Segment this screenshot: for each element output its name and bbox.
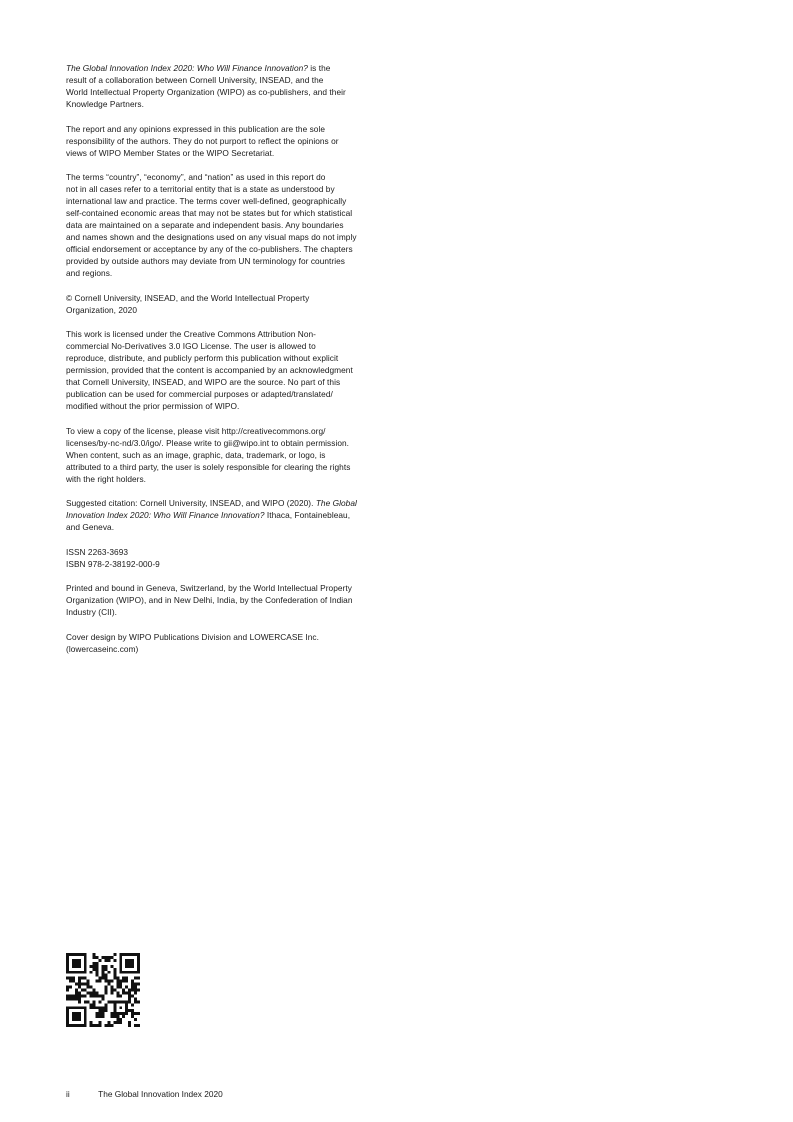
imprint-paragraph (66, 123, 384, 159)
running-title: The Global Innovation Index 2020 (98, 1089, 223, 1099)
imprint-paragraph (66, 497, 384, 533)
text-line (66, 292, 384, 304)
text-segment: not in all cases refer to a territorial entity that is a state as understood by (66, 184, 335, 194)
text-line (66, 521, 384, 533)
text-segment: ISBN 978-2-38192-000-9 (66, 558, 160, 569)
text-segment: international law and practice. The terms cover well-defined, geographically (66, 196, 347, 206)
text-segment: modified without the prior permission of WIPO. (66, 401, 240, 411)
text-line (66, 231, 384, 243)
text-line (66, 425, 384, 437)
text-line (66, 594, 384, 606)
text-line (66, 123, 384, 135)
text-segment: © Cornell University, INSEAD, and the World Intellectual Property (66, 292, 310, 303)
italic-title-text: The Global Innovation Index 2020: Who Will Finance Innovation? (66, 63, 308, 73)
text-line (66, 304, 384, 316)
text-line (66, 643, 384, 655)
text-line (66, 400, 384, 412)
text-segment: World Intellectual Property Organization (WIPO) as co-publishers, and their (66, 87, 346, 97)
text-segment: Ithaca, Fontainebleau, (264, 510, 351, 520)
text-line (66, 509, 384, 521)
imprint-paragraph (66, 425, 384, 485)
text-line (66, 437, 384, 449)
imprint-paragraph (66, 328, 384, 412)
text-line (66, 497, 384, 509)
text-segment: with the right holders. (66, 473, 147, 484)
text-line (66, 546, 384, 558)
text-line (66, 388, 384, 400)
text-segment: commercial No-Derivatives 3.0 IGO License. The user is allowed to (66, 341, 316, 351)
text-segment: attributed to a third party, the user is solely responsible for clearing the rights (66, 461, 351, 472)
text-line (66, 631, 384, 643)
text-segment: Organization (WIPO), and in New Delhi, India, by the Confederation of Indian (66, 595, 353, 605)
italic-title-text: Innovation Index 2020: Who Will Finance Innovation? (66, 510, 265, 520)
text-line (66, 147, 384, 159)
text-line (66, 183, 384, 195)
imprint-text-column (66, 62, 384, 667)
text-line (66, 582, 384, 594)
text-segment: reproduce, distribute, and publicly perform this publication without explicit (66, 353, 339, 363)
text-segment: The report and any opinions expressed in this publication are the sole (66, 123, 326, 134)
imprint-paragraph (66, 292, 384, 316)
text-line (66, 340, 384, 352)
text-segment: This work is licensed under the Creative Commons Attribution Non- (66, 329, 316, 339)
text-segment: Suggested citation: Cornell University, INSEAD, and WIPO (2020). (66, 498, 316, 508)
imprint-paragraph (66, 546, 384, 570)
text-segment: data are maintained on a separate and independent basis. Any boundaries (66, 220, 344, 230)
text-line (66, 219, 384, 231)
text-line (66, 267, 384, 279)
imprint-paragraph (66, 171, 384, 279)
text-line (66, 98, 384, 110)
text-segment: responsibility of the authors. They do not purport to reflect the opinions or (66, 135, 339, 146)
text-segment: publication can be used for commercial purposes or adapted/translated/ (66, 389, 333, 399)
imprint-paragraph (66, 631, 384, 655)
text-line (66, 449, 384, 461)
text-segment: When content, such as an image, graphic, data, trademark, or logo, is (66, 449, 326, 460)
text-line (66, 171, 384, 183)
page-footer (66, 1089, 223, 1099)
text-line (66, 62, 384, 74)
qr-code-icon[interactable] (66, 953, 140, 1027)
text-line (66, 207, 384, 219)
text-segment: Cover design by WIPO Publications Division and LOWERCASE Inc. (66, 631, 319, 642)
text-segment: (lowercaseinc.com) (66, 643, 139, 654)
text-segment: ISSN 2263-3693 (66, 546, 129, 557)
imprint-paragraph (66, 62, 384, 110)
text-line (66, 364, 384, 376)
text-line (66, 473, 384, 485)
text-line (66, 74, 384, 86)
text-line (66, 255, 384, 267)
text-segment: Industry (CII). (66, 607, 118, 617)
text-segment: result of a collaboration between Cornell University, INSEAD, and the (66, 75, 324, 85)
text-segment: Knowledge Partners. (66, 99, 144, 109)
text-segment: self-contained economic areas that may not be states but for which statistical (66, 208, 353, 218)
text-segment: The terms “country”, “economy”, and “nation” as used in this report do (66, 172, 326, 182)
text-line (66, 558, 384, 570)
text-line (66, 243, 384, 255)
italic-title-text: The Global (315, 498, 357, 508)
text-segment: is the (307, 63, 331, 73)
text-segment: permission, provided that the content is accompanied by an acknowledgment (66, 365, 353, 375)
text-line (66, 86, 384, 98)
text-segment: that Cornell University, INSEAD, and WIPO are the source. No part of this (66, 377, 341, 387)
text-line (66, 461, 384, 473)
text-segment: provided by outside authors may deviate from UN terminology for countries (66, 256, 345, 266)
text-segment: official endorsement or acceptance by any of the co-publishers. The chapters (66, 244, 353, 254)
text-segment: licenses/by-nc-nd/3.0/igo/. Please write to gii@wipo.int to obtain permission. (66, 437, 350, 448)
text-segment: To view a copy of the license, please visit http://creativecommons.org/ (66, 425, 326, 436)
text-line (66, 352, 384, 364)
page-number: ii (66, 1089, 70, 1099)
text-segment: views of WIPO Member States or the WIPO Secretariat. (66, 147, 275, 158)
imprint-paragraph (66, 582, 384, 618)
text-segment: and names shown and the designations used on any visual maps do not imply (66, 232, 357, 242)
text-segment: and Geneva. (66, 522, 115, 532)
text-segment: and regions. (66, 268, 113, 278)
text-line (66, 606, 384, 618)
text-line (66, 328, 384, 340)
text-line (66, 376, 384, 388)
text-line (66, 195, 384, 207)
text-segment: Organization, 2020 (66, 304, 138, 315)
text-segment: Printed and bound in Geneva, Switzerland, by the World Intellectual Property (66, 583, 352, 593)
text-line (66, 135, 384, 147)
